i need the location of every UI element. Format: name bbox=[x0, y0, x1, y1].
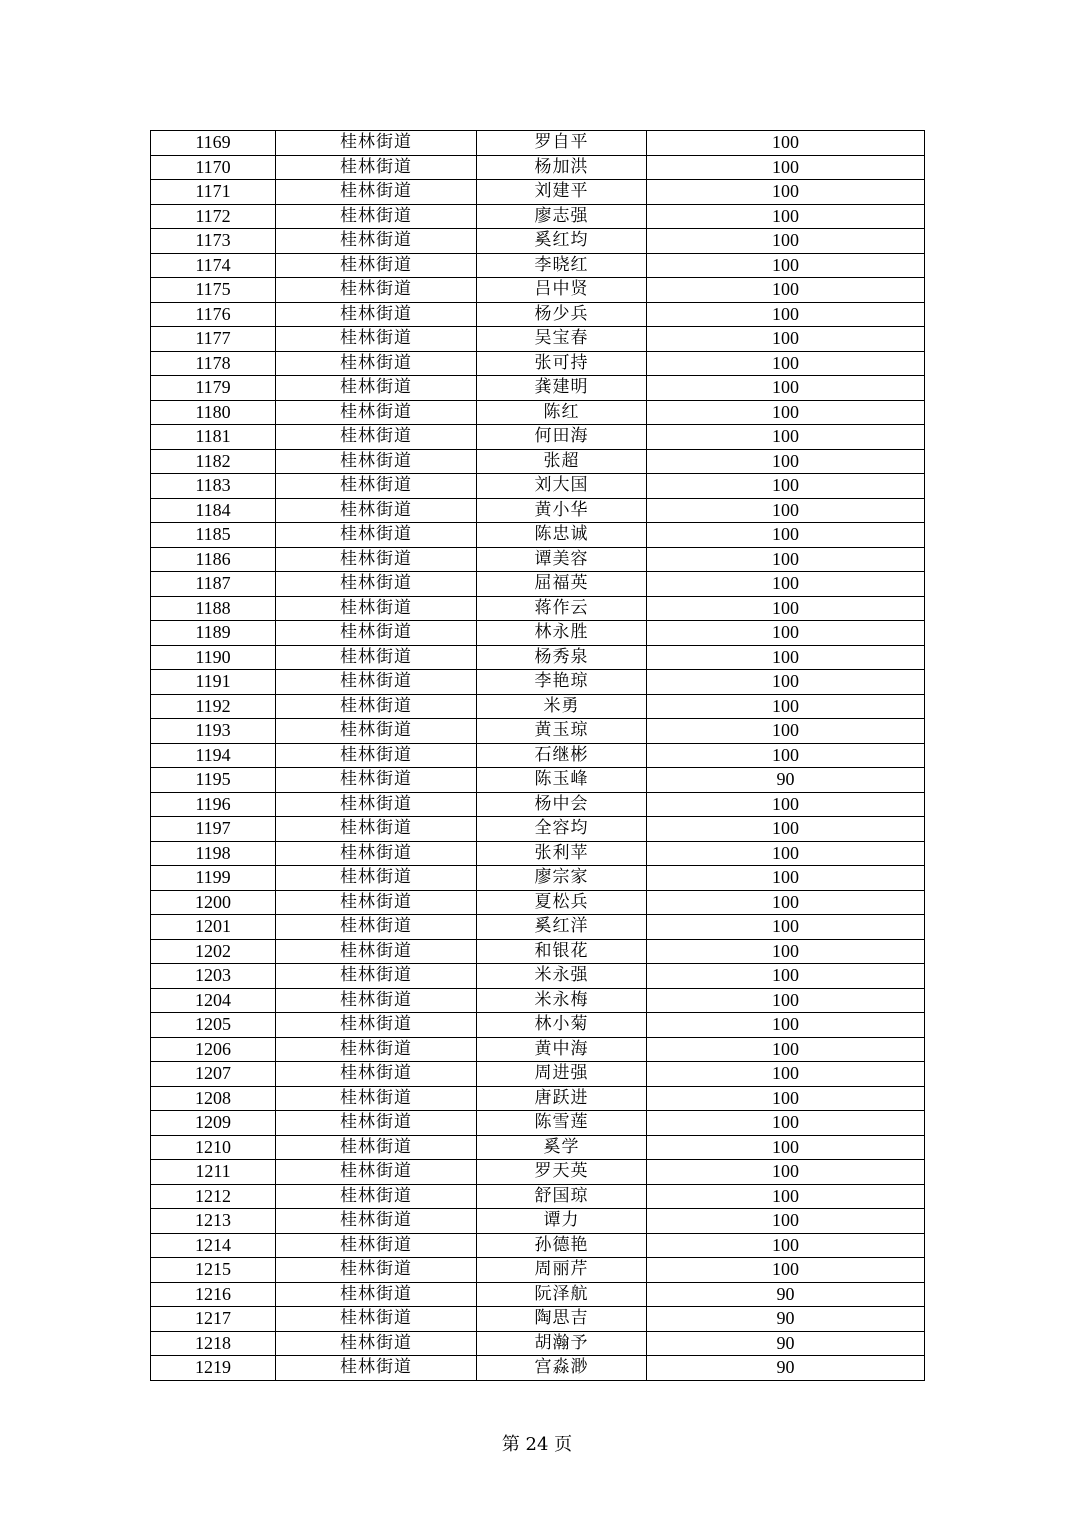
table-row bbox=[151, 1037, 925, 1062]
table-row bbox=[151, 204, 925, 229]
table-row bbox=[151, 1135, 925, 1160]
score-cell: 100 bbox=[647, 204, 925, 229]
score-cell: 100 bbox=[647, 498, 925, 523]
table-body bbox=[151, 131, 925, 1381]
street-cell: 桂林街道 bbox=[276, 498, 477, 523]
row-number-cell: 1191 bbox=[151, 670, 276, 695]
row-number-cell: 1211 bbox=[151, 1160, 276, 1185]
table-row bbox=[151, 1086, 925, 1111]
row-number-cell: 1175 bbox=[151, 278, 276, 303]
street-cell: 桂林街道 bbox=[276, 155, 477, 180]
row-number-cell: 1199 bbox=[151, 866, 276, 891]
name-cell: 米永强 bbox=[477, 964, 647, 989]
street-cell: 桂林街道 bbox=[276, 1209, 477, 1234]
name-cell: 陶思吉 bbox=[477, 1307, 647, 1332]
name-cell: 奚学 bbox=[477, 1135, 647, 1160]
name-cell: 舒国琼 bbox=[477, 1184, 647, 1209]
table-row bbox=[151, 841, 925, 866]
name-cell: 林永胜 bbox=[477, 621, 647, 646]
table-row bbox=[151, 180, 925, 205]
row-number-cell: 1202 bbox=[151, 939, 276, 964]
name-cell: 张利苹 bbox=[477, 841, 647, 866]
score-cell: 100 bbox=[647, 1062, 925, 1087]
table-row bbox=[151, 253, 925, 278]
name-cell: 刘大国 bbox=[477, 474, 647, 499]
street-cell: 桂林街道 bbox=[276, 1356, 477, 1381]
street-cell: 桂林街道 bbox=[276, 670, 477, 695]
street-cell: 桂林街道 bbox=[276, 474, 477, 499]
table-row bbox=[151, 376, 925, 401]
row-number-cell: 1212 bbox=[151, 1184, 276, 1209]
table-row bbox=[151, 1233, 925, 1258]
street-cell: 桂林街道 bbox=[276, 866, 477, 891]
name-cell: 奚红均 bbox=[477, 229, 647, 254]
row-number-cell: 1196 bbox=[151, 792, 276, 817]
street-cell: 桂林街道 bbox=[276, 229, 477, 254]
street-cell: 桂林街道 bbox=[276, 964, 477, 989]
score-cell: 100 bbox=[647, 1135, 925, 1160]
score-cell: 100 bbox=[647, 841, 925, 866]
street-cell: 桂林街道 bbox=[276, 425, 477, 450]
street-cell: 桂林街道 bbox=[276, 1160, 477, 1185]
name-cell: 陈雪莲 bbox=[477, 1111, 647, 1136]
name-cell: 杨加洪 bbox=[477, 155, 647, 180]
table-row bbox=[151, 327, 925, 352]
row-number-cell: 1187 bbox=[151, 572, 276, 597]
row-number-cell: 1200 bbox=[151, 890, 276, 915]
row-number-cell: 1203 bbox=[151, 964, 276, 989]
name-cell: 刘建平 bbox=[477, 180, 647, 205]
street-cell: 桂林街道 bbox=[276, 204, 477, 229]
name-cell: 夏松兵 bbox=[477, 890, 647, 915]
name-cell: 何田海 bbox=[477, 425, 647, 450]
name-cell: 黄中海 bbox=[477, 1037, 647, 1062]
name-cell: 林小菊 bbox=[477, 1013, 647, 1038]
street-cell: 桂林街道 bbox=[276, 376, 477, 401]
row-number-cell: 1179 bbox=[151, 376, 276, 401]
street-cell: 桂林街道 bbox=[276, 817, 477, 842]
row-number-cell: 1218 bbox=[151, 1331, 276, 1356]
score-cell: 100 bbox=[647, 400, 925, 425]
street-cell: 桂林街道 bbox=[276, 1013, 477, 1038]
name-cell: 杨中会 bbox=[477, 792, 647, 817]
street-cell: 桂林街道 bbox=[276, 645, 477, 670]
street-cell: 桂林街道 bbox=[276, 1062, 477, 1087]
row-number-cell: 1182 bbox=[151, 449, 276, 474]
street-cell: 桂林街道 bbox=[276, 719, 477, 744]
name-cell: 陈忠诚 bbox=[477, 523, 647, 548]
row-number-cell: 1180 bbox=[151, 400, 276, 425]
row-number-cell: 1169 bbox=[151, 131, 276, 156]
name-cell: 吕中贤 bbox=[477, 278, 647, 303]
name-cell: 李艳琼 bbox=[477, 670, 647, 695]
name-cell: 全容均 bbox=[477, 817, 647, 842]
score-cell: 90 bbox=[647, 1307, 925, 1332]
name-cell: 蒋作云 bbox=[477, 596, 647, 621]
score-cell: 100 bbox=[647, 694, 925, 719]
score-cell: 90 bbox=[647, 1356, 925, 1381]
table-row bbox=[151, 1184, 925, 1209]
table-row bbox=[151, 915, 925, 940]
score-cell: 100 bbox=[647, 351, 925, 376]
table-row bbox=[151, 645, 925, 670]
table-row bbox=[151, 572, 925, 597]
row-number-cell: 1219 bbox=[151, 1356, 276, 1381]
table-row bbox=[151, 768, 925, 793]
row-number-cell: 1185 bbox=[151, 523, 276, 548]
table-row bbox=[151, 1062, 925, 1087]
table-row bbox=[151, 1013, 925, 1038]
score-cell: 100 bbox=[647, 866, 925, 891]
street-cell: 桂林街道 bbox=[276, 596, 477, 621]
table-row bbox=[151, 1331, 925, 1356]
name-cell: 黄小华 bbox=[477, 498, 647, 523]
name-cell: 阮泽航 bbox=[477, 1282, 647, 1307]
score-cell: 100 bbox=[647, 645, 925, 670]
row-number-cell: 1204 bbox=[151, 988, 276, 1013]
table-row bbox=[151, 1307, 925, 1332]
name-cell: 米永梅 bbox=[477, 988, 647, 1013]
name-cell: 杨秀泉 bbox=[477, 645, 647, 670]
street-cell: 桂林街道 bbox=[276, 302, 477, 327]
street-cell: 桂林街道 bbox=[276, 743, 477, 768]
name-cell: 杨少兵 bbox=[477, 302, 647, 327]
name-cell: 唐跃进 bbox=[477, 1086, 647, 1111]
table-row bbox=[151, 1258, 925, 1283]
street-cell: 桂林街道 bbox=[276, 1233, 477, 1258]
row-number-cell: 1206 bbox=[151, 1037, 276, 1062]
table-row bbox=[151, 1209, 925, 1234]
row-number-cell: 1194 bbox=[151, 743, 276, 768]
row-number-cell: 1170 bbox=[151, 155, 276, 180]
score-cell: 100 bbox=[647, 253, 925, 278]
row-number-cell: 1171 bbox=[151, 180, 276, 205]
street-cell: 桂林街道 bbox=[276, 1037, 477, 1062]
score-cell: 100 bbox=[647, 743, 925, 768]
score-cell: 100 bbox=[647, 1086, 925, 1111]
row-number-cell: 1189 bbox=[151, 621, 276, 646]
score-cell: 100 bbox=[647, 278, 925, 303]
street-cell: 桂林街道 bbox=[276, 180, 477, 205]
data-table bbox=[150, 130, 925, 1381]
score-cell: 100 bbox=[647, 1258, 925, 1283]
score-cell: 100 bbox=[647, 449, 925, 474]
name-cell: 廖宗家 bbox=[477, 866, 647, 891]
name-cell: 屈福英 bbox=[477, 572, 647, 597]
score-cell: 90 bbox=[647, 768, 925, 793]
row-number-cell: 1198 bbox=[151, 841, 276, 866]
street-cell: 桂林街道 bbox=[276, 351, 477, 376]
row-number-cell: 1209 bbox=[151, 1111, 276, 1136]
score-cell: 100 bbox=[647, 523, 925, 548]
name-cell: 宫淼渺 bbox=[477, 1356, 647, 1381]
street-cell: 桂林街道 bbox=[276, 572, 477, 597]
table-row bbox=[151, 964, 925, 989]
score-cell: 100 bbox=[647, 474, 925, 499]
row-number-cell: 1183 bbox=[151, 474, 276, 499]
table-row bbox=[151, 131, 925, 156]
table-row bbox=[151, 229, 925, 254]
table-row bbox=[151, 1282, 925, 1307]
row-number-cell: 1217 bbox=[151, 1307, 276, 1332]
street-cell: 桂林街道 bbox=[276, 988, 477, 1013]
table-row bbox=[151, 523, 925, 548]
name-cell: 李晓红 bbox=[477, 253, 647, 278]
row-number-cell: 1192 bbox=[151, 694, 276, 719]
street-cell: 桂林街道 bbox=[276, 939, 477, 964]
name-cell: 罗自平 bbox=[477, 131, 647, 156]
row-number-cell: 1190 bbox=[151, 645, 276, 670]
score-cell: 100 bbox=[647, 890, 925, 915]
street-cell: 桂林街道 bbox=[276, 131, 477, 156]
name-cell: 孙德艳 bbox=[477, 1233, 647, 1258]
table-row bbox=[151, 498, 925, 523]
street-cell: 桂林街道 bbox=[276, 792, 477, 817]
score-cell: 100 bbox=[647, 1184, 925, 1209]
street-cell: 桂林街道 bbox=[276, 621, 477, 646]
score-cell: 100 bbox=[647, 1209, 925, 1234]
name-cell: 胡瀚予 bbox=[477, 1331, 647, 1356]
table-row bbox=[151, 547, 925, 572]
score-cell: 90 bbox=[647, 1331, 925, 1356]
score-cell: 100 bbox=[647, 131, 925, 156]
name-cell: 米勇 bbox=[477, 694, 647, 719]
table-row bbox=[151, 719, 925, 744]
name-cell: 奚红洋 bbox=[477, 915, 647, 940]
row-number-cell: 1176 bbox=[151, 302, 276, 327]
name-cell: 谭美容 bbox=[477, 547, 647, 572]
table-row bbox=[151, 449, 925, 474]
table-row bbox=[151, 939, 925, 964]
row-number-cell: 1186 bbox=[151, 547, 276, 572]
row-number-cell: 1184 bbox=[151, 498, 276, 523]
row-number-cell: 1172 bbox=[151, 204, 276, 229]
street-cell: 桂林街道 bbox=[276, 1111, 477, 1136]
name-cell: 石继彬 bbox=[477, 743, 647, 768]
score-cell: 100 bbox=[647, 1037, 925, 1062]
table-row bbox=[151, 278, 925, 303]
row-number-cell: 1205 bbox=[151, 1013, 276, 1038]
name-cell: 罗天英 bbox=[477, 1160, 647, 1185]
name-cell: 陈红 bbox=[477, 400, 647, 425]
street-cell: 桂林街道 bbox=[276, 278, 477, 303]
score-cell: 100 bbox=[647, 792, 925, 817]
score-cell: 100 bbox=[647, 572, 925, 597]
score-cell: 100 bbox=[647, 229, 925, 254]
row-number-cell: 1178 bbox=[151, 351, 276, 376]
row-number-cell: 1173 bbox=[151, 229, 276, 254]
row-number-cell: 1197 bbox=[151, 817, 276, 842]
row-number-cell: 1174 bbox=[151, 253, 276, 278]
name-cell: 张可持 bbox=[477, 351, 647, 376]
street-cell: 桂林街道 bbox=[276, 1184, 477, 1209]
score-cell: 100 bbox=[647, 180, 925, 205]
row-number-cell: 1210 bbox=[151, 1135, 276, 1160]
street-cell: 桂林街道 bbox=[276, 400, 477, 425]
street-cell: 桂林街道 bbox=[276, 523, 477, 548]
table-row bbox=[151, 1111, 925, 1136]
name-cell: 周丽芹 bbox=[477, 1258, 647, 1283]
name-cell: 谭力 bbox=[477, 1209, 647, 1234]
name-cell: 廖志强 bbox=[477, 204, 647, 229]
table-row bbox=[151, 817, 925, 842]
score-cell: 100 bbox=[647, 1111, 925, 1136]
page-number: 第 24 页 bbox=[501, 1434, 573, 1455]
table-row bbox=[151, 425, 925, 450]
score-cell: 100 bbox=[647, 376, 925, 401]
street-cell: 桂林街道 bbox=[276, 1086, 477, 1111]
score-cell: 100 bbox=[647, 1233, 925, 1258]
name-cell: 陈玉峰 bbox=[477, 768, 647, 793]
table-row bbox=[151, 988, 925, 1013]
street-cell: 桂林街道 bbox=[276, 841, 477, 866]
table-row bbox=[151, 694, 925, 719]
score-cell: 100 bbox=[647, 302, 925, 327]
table-row bbox=[151, 670, 925, 695]
street-cell: 桂林街道 bbox=[276, 1135, 477, 1160]
row-number-cell: 1213 bbox=[151, 1209, 276, 1234]
street-cell: 桂林街道 bbox=[276, 253, 477, 278]
street-cell: 桂林街道 bbox=[276, 1307, 477, 1332]
score-cell: 100 bbox=[647, 964, 925, 989]
score-cell: 100 bbox=[647, 155, 925, 180]
row-number-cell: 1214 bbox=[151, 1233, 276, 1258]
row-number-cell: 1193 bbox=[151, 719, 276, 744]
table-row bbox=[151, 400, 925, 425]
score-cell: 100 bbox=[647, 327, 925, 352]
row-number-cell: 1188 bbox=[151, 596, 276, 621]
table-row bbox=[151, 596, 925, 621]
street-cell: 桂林街道 bbox=[276, 1331, 477, 1356]
table-row bbox=[151, 155, 925, 180]
table-row bbox=[151, 474, 925, 499]
row-number-cell: 1215 bbox=[151, 1258, 276, 1283]
score-cell: 100 bbox=[647, 988, 925, 1013]
score-cell: 100 bbox=[647, 1013, 925, 1038]
score-cell: 100 bbox=[647, 596, 925, 621]
row-number-cell: 1195 bbox=[151, 768, 276, 793]
score-cell: 100 bbox=[647, 1160, 925, 1185]
table-row bbox=[151, 621, 925, 646]
street-cell: 桂林街道 bbox=[276, 1258, 477, 1283]
street-cell: 桂林街道 bbox=[276, 449, 477, 474]
table-row bbox=[151, 890, 925, 915]
row-number-cell: 1177 bbox=[151, 327, 276, 352]
row-number-cell: 1181 bbox=[151, 425, 276, 450]
street-cell: 桂林街道 bbox=[276, 890, 477, 915]
score-cell: 100 bbox=[647, 817, 925, 842]
score-cell: 100 bbox=[647, 425, 925, 450]
name-cell: 吴宝春 bbox=[477, 327, 647, 352]
street-cell: 桂林街道 bbox=[276, 694, 477, 719]
score-cell: 100 bbox=[647, 547, 925, 572]
score-cell: 100 bbox=[647, 719, 925, 744]
table-row bbox=[151, 866, 925, 891]
table-row bbox=[151, 743, 925, 768]
score-cell: 100 bbox=[647, 915, 925, 940]
street-cell: 桂林街道 bbox=[276, 327, 477, 352]
row-number-cell: 1216 bbox=[151, 1282, 276, 1307]
street-cell: 桂林街道 bbox=[276, 768, 477, 793]
score-cell: 90 bbox=[647, 1282, 925, 1307]
street-cell: 桂林街道 bbox=[276, 547, 477, 572]
table-row bbox=[151, 1160, 925, 1185]
name-cell: 和银花 bbox=[477, 939, 647, 964]
name-cell: 周进强 bbox=[477, 1062, 647, 1087]
name-cell: 黄玉琼 bbox=[477, 719, 647, 744]
table-row bbox=[151, 1356, 925, 1381]
table-row bbox=[151, 302, 925, 327]
row-number-cell: 1201 bbox=[151, 915, 276, 940]
score-cell: 100 bbox=[647, 621, 925, 646]
row-number-cell: 1207 bbox=[151, 1062, 276, 1087]
score-cell: 100 bbox=[647, 670, 925, 695]
name-cell: 张超 bbox=[477, 449, 647, 474]
table-row bbox=[151, 792, 925, 817]
score-cell: 100 bbox=[647, 939, 925, 964]
table-row bbox=[151, 351, 925, 376]
row-number-cell: 1208 bbox=[151, 1086, 276, 1111]
street-cell: 桂林街道 bbox=[276, 915, 477, 940]
street-cell: 桂林街道 bbox=[276, 1282, 477, 1307]
name-cell: 龚建明 bbox=[477, 376, 647, 401]
